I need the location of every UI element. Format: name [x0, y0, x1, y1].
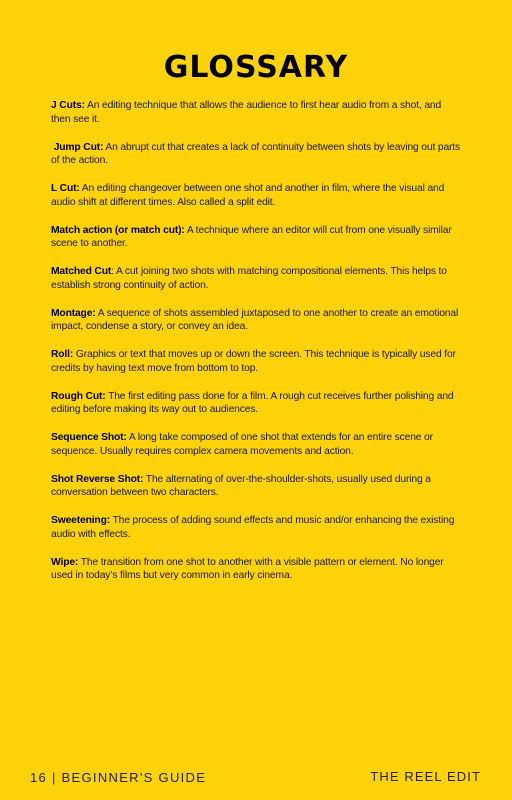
glossary-definition: The process of adding sound effects and music and/or enhancing the existing audio with effects. — [51, 515, 455, 540]
glossary-entry — [51, 224, 463, 251]
glossary-entry — [51, 348, 463, 375]
glossary-list — [51, 99, 463, 597]
glossary-term: Wipe: — [51, 556, 79, 568]
glossary-definition: The first editing pass done for a film. A rough cut receives further polishing and editing before making its way out to audiences. — [51, 390, 454, 415]
glossary-term: Rough Cut: — [51, 390, 106, 402]
glossary-entry — [51, 556, 463, 583]
glossary-entry — [51, 514, 463, 541]
page-title: GLOSSARY — [163, 50, 349, 85]
glossary-entry — [51, 390, 463, 417]
glossary-entry — [51, 182, 463, 209]
glossary-term: Matched Cut — [51, 266, 112, 277]
glossary-term: Montage: — [51, 307, 96, 319]
glossary-definition: Graphics or text that moves up or down the screen. This technique is typically used for credits by having text move from bottom to top. — [51, 349, 456, 374]
glossary-term: L Cut: — [51, 183, 80, 194]
footer-page-label: 16 | BEGINNER'S GUIDE — [30, 770, 207, 785]
glossary-term: Shot Reverse Shot: — [51, 473, 144, 485]
glossary-entry — [51, 307, 463, 334]
glossary-definition: A long take composed of one shot that extends for an entire scene or sequence. Usually requires complex camera movements and action. — [51, 432, 433, 457]
glossary-definition: A technique where an editor will cut from one visually similar scene to another. — [51, 224, 452, 249]
glossary-term: Sweetening: — [51, 515, 110, 526]
glossary-entry — [51, 473, 463, 500]
glossary-term: Match action (or match cut): — [51, 224, 185, 236]
glossary-term: Sequence Shot: — [51, 432, 127, 443]
glossary-definition: The transition from one shot to another with a visible pattern or element. No longer used in today’s films but very common in early cinema. — [51, 556, 444, 581]
glossary-definition: : A cut joining two shots with matching compositional elements. This helps to establish strong continuity of action. — [51, 266, 447, 291]
glossary-definition: An editing technique that allows the audience to first hear audio from a shot, and then see it. — [51, 100, 442, 125]
glossary-definition: The alternating of over-the-shoulder-shots, usually used during a conversation between two characters. — [51, 473, 431, 498]
glossary-entry — [51, 141, 463, 168]
glossary-term: Jump Cut: — [51, 141, 104, 153]
glossary-definition: An abrupt cut that creates a lack of continuity between shots by leaving out parts of the action. — [51, 141, 461, 166]
glossary-term: Roll: — [51, 349, 74, 360]
glossary-entry — [51, 99, 463, 126]
glossary-term: J Cuts: — [51, 100, 85, 111]
glossary-definition: A sequence of shots assembled juxtaposed to one another to create an emotional impact, condense a story, or convey an idea. — [51, 307, 459, 332]
glossary-definition: An editing changeover between one shot and another in film, where the visual and audio shift at different times. Also called a split edit. — [51, 183, 445, 208]
footer-publication-name: THE REEL EDIT — [370, 769, 481, 784]
glossary-entry — [51, 431, 463, 458]
glossary-entry — [51, 265, 463, 292]
